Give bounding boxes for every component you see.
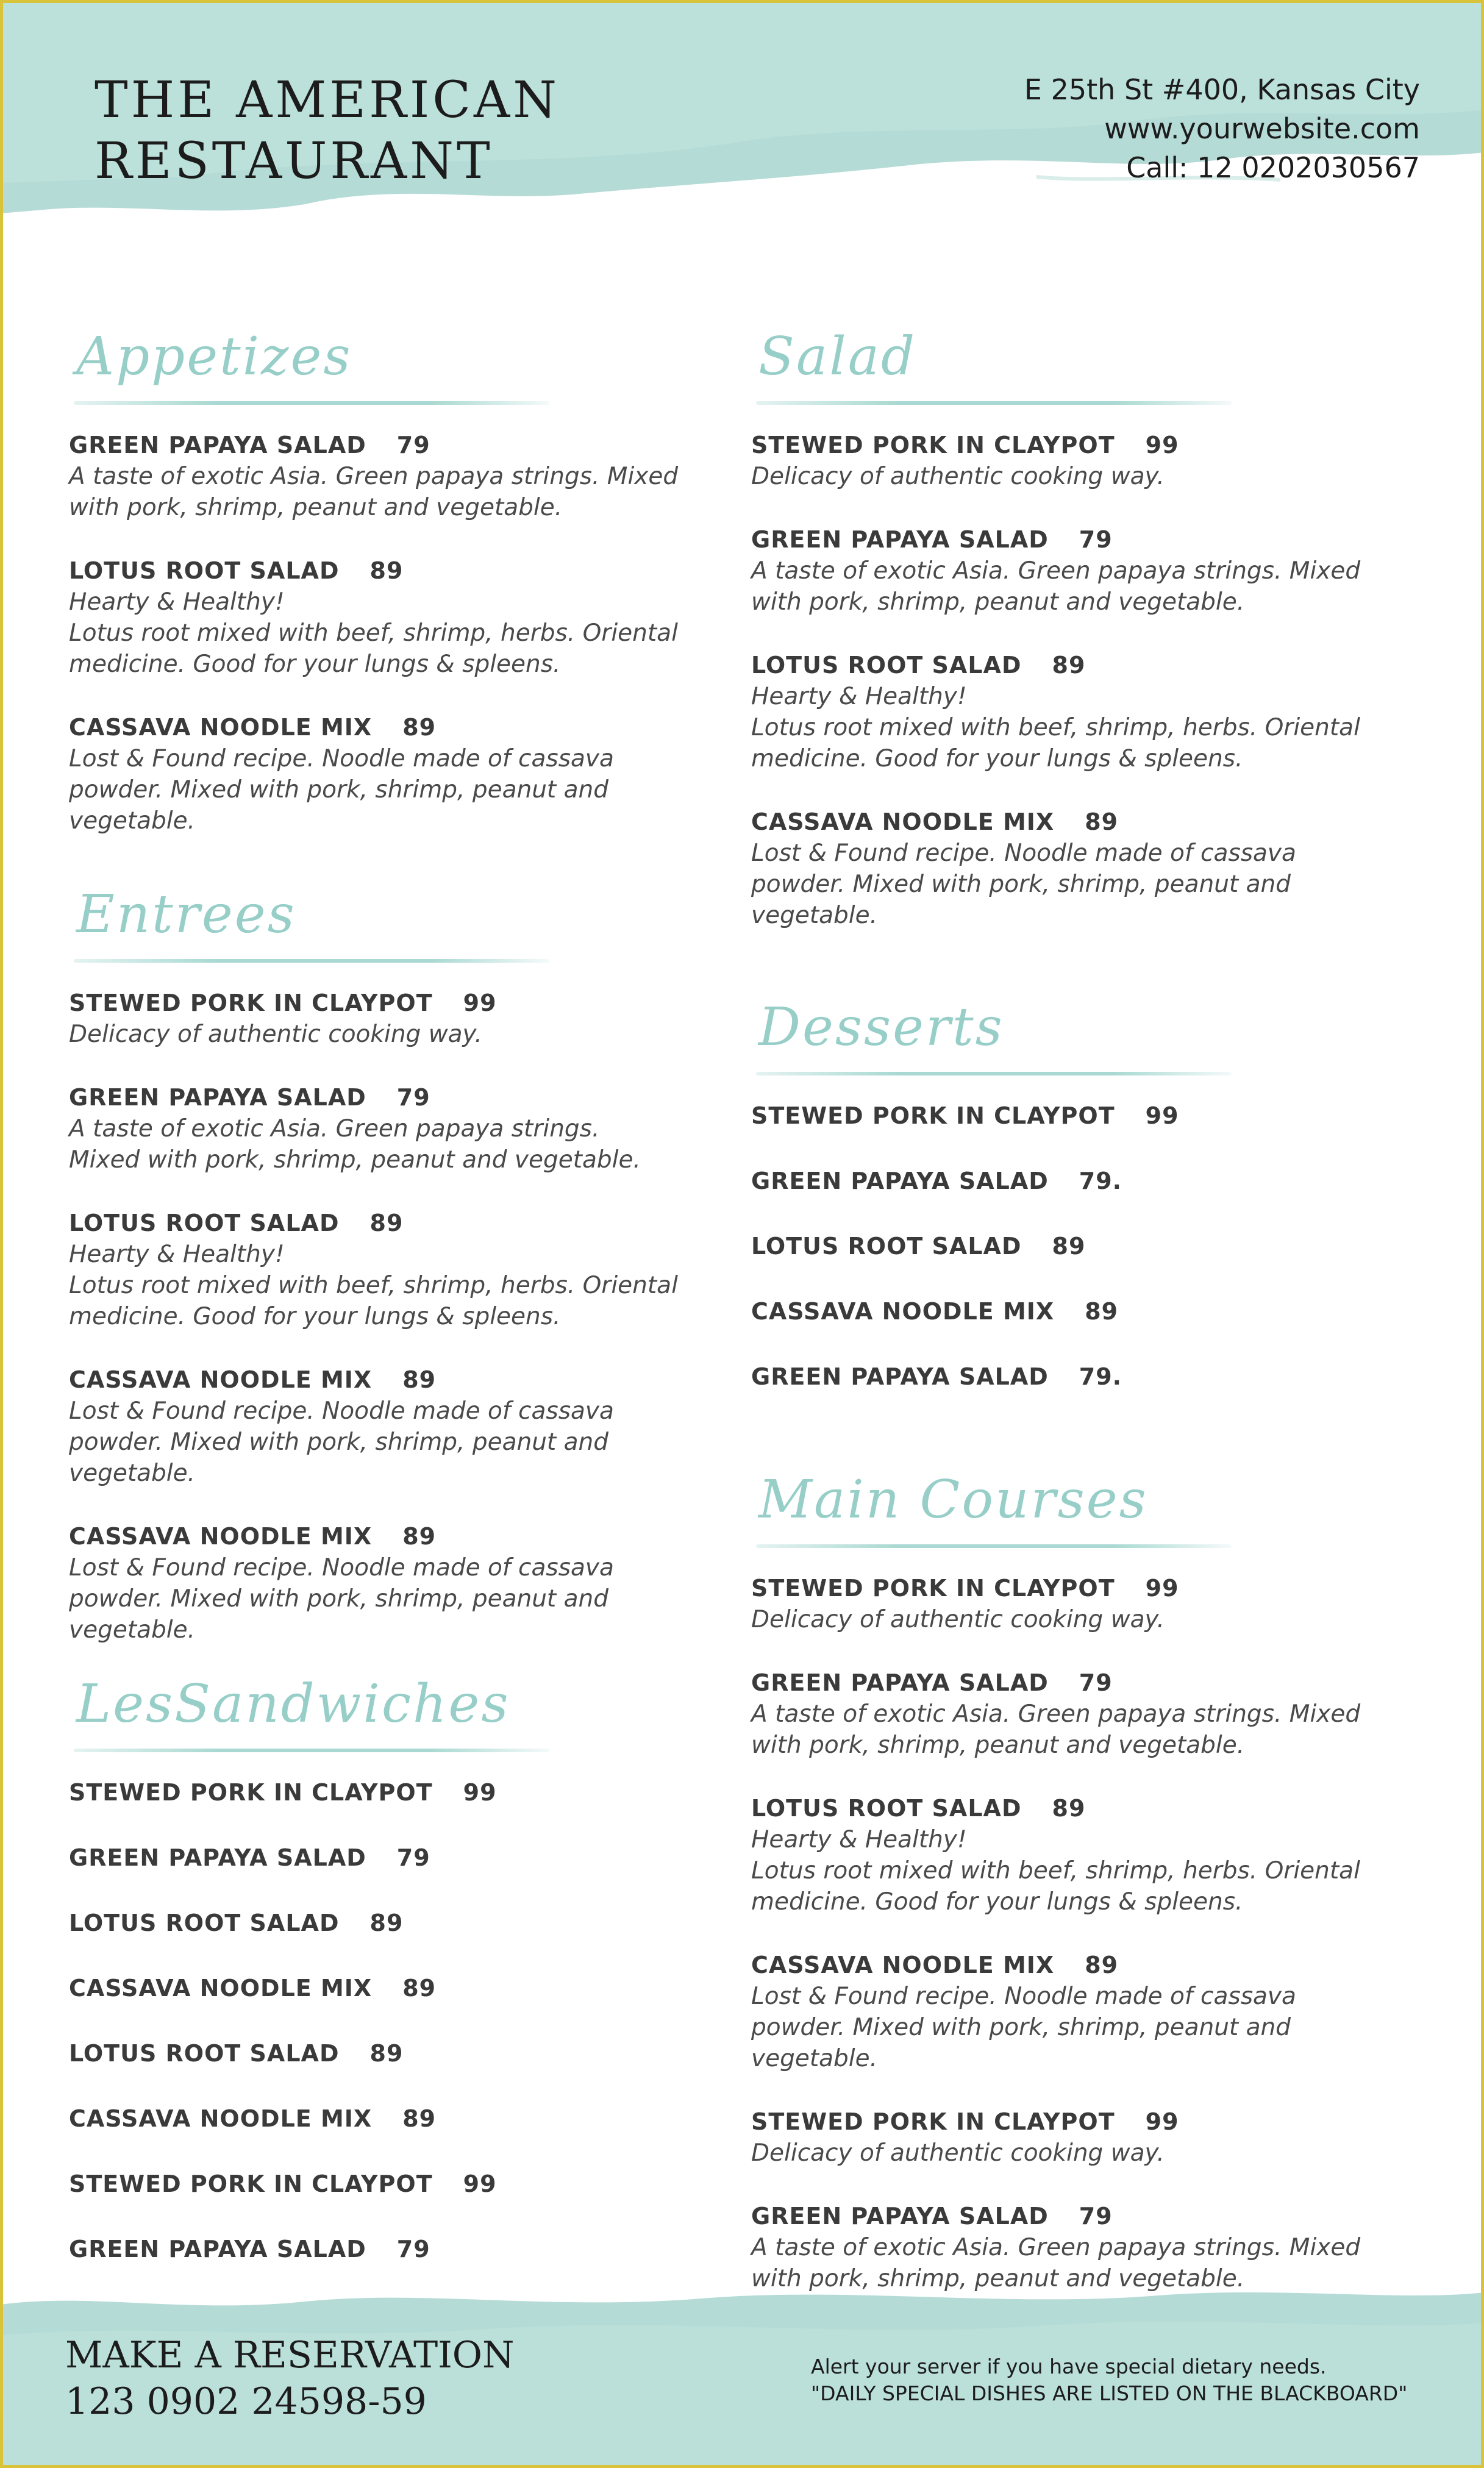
item-price: 89 bbox=[1085, 808, 1119, 835]
item-price: 79 bbox=[1079, 1669, 1113, 1696]
section-desserts bbox=[751, 994, 1385, 1426]
item-price: 89 bbox=[402, 1975, 437, 2002]
item-price: 99 bbox=[1145, 2108, 1179, 2135]
item-name: CASSAVA NOODLE MIX bbox=[69, 714, 373, 741]
section-heading: Entrees bbox=[76, 884, 296, 945]
section-salad bbox=[751, 323, 1385, 963]
item-price: 79 bbox=[396, 432, 430, 458]
menu-item bbox=[69, 1842, 703, 1874]
reservation-label: MAKE A RESERVATION bbox=[65, 2334, 515, 2377]
item-name: GREEN PAPAYA SALAD bbox=[69, 1084, 366, 1111]
menu-item bbox=[69, 1777, 703, 1808]
item-price: 99 bbox=[463, 1779, 497, 1806]
item-description: Delicacy of authentic cooking way. bbox=[751, 2139, 1165, 2167]
menu-item bbox=[751, 1296, 1385, 1327]
item-name: LOTUS ROOT SALAD bbox=[69, 2040, 340, 2067]
item-description: Delicacy of authentic cooking way. bbox=[69, 1021, 482, 1048]
menu-item bbox=[751, 524, 1385, 618]
item-price: 79 bbox=[1079, 526, 1113, 553]
menu-item bbox=[69, 1207, 703, 1332]
item-price: 89 bbox=[402, 2105, 437, 2132]
heading-divider bbox=[756, 401, 1232, 405]
section-heading: LesSandwiches bbox=[76, 1674, 510, 1735]
item-price: 89 bbox=[1052, 1233, 1086, 1260]
item-name: CASSAVA NOODLE MIX bbox=[751, 1952, 1055, 1978]
item-description: Lost & Found recipe. Noodle made of cassava powder. Mixed with pork, shrimp, peanut and vegetable. bbox=[69, 1554, 614, 1644]
item-price: 99 bbox=[1145, 1102, 1179, 1129]
item-name: CASSAVA NOODLE MIX bbox=[69, 1975, 373, 2002]
section-entrees bbox=[69, 881, 703, 1677]
restaurant-title bbox=[95, 70, 560, 192]
item-name: CASSAVA NOODLE MIX bbox=[751, 1298, 1055, 1325]
item-price: 79 bbox=[1079, 2203, 1113, 2230]
section-sandwiches bbox=[69, 1671, 703, 2299]
item-name: STEWED PORK IN CLAYPOT bbox=[751, 2108, 1115, 2135]
item-name: GREEN PAPAYA SALAD bbox=[69, 2236, 366, 2263]
menu-item bbox=[69, 1082, 703, 1175]
item-name: GREEN PAPAYA SALAD bbox=[751, 2203, 1049, 2230]
menu-item bbox=[751, 1230, 1385, 1262]
section-heading: Appetizes bbox=[76, 326, 352, 387]
item-name: STEWED PORK IN CLAYPOT bbox=[751, 1575, 1115, 1602]
item-description: Delicacy of authentic cooking way. bbox=[751, 1606, 1165, 1633]
item-price: 89 bbox=[369, 1210, 404, 1236]
menu-item bbox=[751, 1949, 1385, 2074]
menu-item bbox=[69, 2038, 703, 2069]
heading-divider bbox=[74, 959, 549, 963]
item-name: LOTUS ROOT SALAD bbox=[69, 557, 340, 584]
item-name: GREEN PAPAYA SALAD bbox=[751, 526, 1049, 553]
website-link[interactable]: www.yourwebsite.com bbox=[1104, 112, 1420, 145]
item-name: STEWED PORK IN CLAYPOT bbox=[751, 432, 1115, 458]
reservation-phone: 123 0902 24598-59 bbox=[65, 2380, 427, 2423]
item-price: 89 bbox=[1085, 1952, 1119, 1978]
item-name: GREEN PAPAYA SALAD bbox=[69, 1844, 366, 1871]
item-price: 89 bbox=[369, 557, 404, 584]
item-name: GREEN PAPAYA SALAD bbox=[751, 1168, 1049, 1194]
item-name: GREEN PAPAYA SALAD bbox=[69, 432, 366, 458]
item-price: 99 bbox=[463, 2170, 497, 2197]
menu-item bbox=[751, 2200, 1385, 2294]
item-name: STEWED PORK IN CLAYPOT bbox=[751, 1102, 1115, 1129]
menu-item bbox=[69, 2233, 703, 2265]
item-description: A taste of exotic Asia. Green papaya strings. Mixed with pork, shrimp, peanut and vegetable. bbox=[751, 557, 1361, 616]
item-price: 99 bbox=[463, 990, 497, 1016]
item-price: 89 bbox=[1085, 1298, 1119, 1325]
menu-item bbox=[69, 1521, 703, 1646]
item-name: LOTUS ROOT SALAD bbox=[751, 1233, 1022, 1260]
menu-item bbox=[69, 712, 703, 836]
item-name: STEWED PORK IN CLAYPOT bbox=[69, 990, 433, 1016]
menu-item bbox=[69, 429, 703, 523]
menu-item bbox=[751, 1100, 1385, 1132]
item-description: Lost & Found recipe. Noodle made of cassava powder. Mixed with pork, shrimp, peanut and vegetable. bbox=[751, 840, 1296, 929]
menu-item bbox=[751, 806, 1385, 931]
section-heading: Desserts bbox=[758, 997, 1004, 1058]
menu-item bbox=[751, 429, 1385, 492]
menu-item bbox=[751, 649, 1385, 774]
phone-number: Call: 12 0202030567 bbox=[1126, 151, 1420, 184]
section-appetizers bbox=[69, 323, 703, 868]
item-description: Lost & Found recipe. Noodle made of cassava powder. Mixed with pork, shrimp, peanut and vegetable. bbox=[751, 1983, 1296, 2072]
menu-item bbox=[69, 2168, 703, 2200]
item-price: 89 bbox=[1052, 1795, 1086, 1822]
daily-special-note: "DAILY SPECIAL DISHES ARE LISTED ON THE BLACKBOARD" bbox=[811, 2381, 1408, 2405]
item-description: Lost & Found recipe. Noodle made of cassava powder. Mixed with pork, shrimp, peanut and vegetable. bbox=[69, 745, 614, 835]
item-description: A taste of exotic Asia. Green papaya strings. Mixed with pork, shrimp, peanut and vegetable. bbox=[69, 463, 679, 521]
item-name: STEWED PORK IN CLAYPOT bbox=[69, 2170, 433, 2197]
menu-item bbox=[69, 2103, 703, 2135]
menu-item bbox=[69, 1364, 703, 1489]
restaurant-title-line1: THE AMERICAN bbox=[95, 71, 560, 129]
item-price: 79. bbox=[1079, 1168, 1122, 1194]
heading-divider bbox=[74, 1749, 549, 1752]
menu-item bbox=[69, 987, 703, 1050]
item-description: Hearty & Healthy! Lotus root mixed with beef, shrimp, herbs. Oriental medicine. Good for your lungs & spleens. bbox=[751, 683, 1360, 772]
item-description: A taste of exotic Asia. Green papaya strings. Mixed with pork, shrimp, peanut and vegetable. bbox=[69, 1115, 641, 1174]
item-price: 79 bbox=[396, 1844, 430, 1871]
menu-item bbox=[751, 1792, 1385, 1917]
dietary-note: Alert your server if you have special dietary needs. bbox=[811, 2355, 1327, 2378]
item-price: 89 bbox=[402, 1366, 437, 1393]
menu-item bbox=[751, 1361, 1385, 1393]
item-name: GREEN PAPAYA SALAD bbox=[751, 1669, 1049, 1696]
menu-item bbox=[69, 555, 703, 680]
item-name: LOTUS ROOT SALAD bbox=[751, 652, 1022, 679]
item-description: Hearty & Healthy! Lotus root mixed with beef, shrimp, herbs. Oriental medicine. Good for your lungs & spleens. bbox=[69, 1241, 678, 1330]
item-price: 89 bbox=[402, 714, 437, 741]
item-name: STEWED PORK IN CLAYPOT bbox=[69, 1779, 433, 1806]
item-price: 99 bbox=[1145, 432, 1179, 458]
item-description: A taste of exotic Asia. Green papaya strings. Mixed with pork, shrimp, peanut and vegetable. bbox=[751, 1700, 1361, 1759]
heading-divider bbox=[756, 1544, 1232, 1548]
reservation-block bbox=[65, 2332, 515, 2425]
item-description: Hearty & Healthy! Lotus root mixed with beef, shrimp, herbs. Oriental medicine. Good for your lungs & spleens. bbox=[751, 1826, 1360, 1916]
item-name: LOTUS ROOT SALAD bbox=[69, 1910, 340, 1936]
item-description: A taste of exotic Asia. Green papaya strings. Mixed with pork, shrimp, peanut and vegetable. bbox=[751, 2234, 1361, 2292]
item-name: CASSAVA NOODLE MIX bbox=[69, 1366, 373, 1393]
item-price: 89 bbox=[369, 2040, 404, 2067]
item-name: CASSAVA NOODLE MIX bbox=[751, 808, 1055, 835]
section-main-courses bbox=[751, 1466, 1385, 2326]
address: E 25th St #400, Kansas City bbox=[1024, 73, 1420, 106]
item-name: LOTUS ROOT SALAD bbox=[751, 1795, 1022, 1822]
restaurant-title-line2: RESTAURANT bbox=[95, 132, 493, 190]
item-name: LOTUS ROOT SALAD bbox=[69, 1210, 340, 1236]
item-name: CASSAVA NOODLE MIX bbox=[69, 2105, 373, 2132]
item-price: 79 bbox=[396, 1084, 430, 1111]
section-heading: Salad bbox=[758, 326, 917, 387]
section-heading: Main Courses bbox=[758, 1469, 1148, 1530]
item-price: 89 bbox=[1052, 652, 1086, 679]
item-price: 89 bbox=[369, 1910, 404, 1936]
item-name: CASSAVA NOODLE MIX bbox=[69, 1523, 373, 1550]
heading-divider bbox=[756, 1072, 1232, 1075]
contact-info bbox=[1024, 70, 1420, 187]
item-price: 99 bbox=[1145, 1575, 1179, 1602]
item-description: Lost & Found recipe. Noodle made of cassava powder. Mixed with pork, shrimp, peanut and vegetable. bbox=[69, 1397, 614, 1487]
menu-item bbox=[69, 1907, 703, 1939]
footer-notes bbox=[811, 2353, 1407, 2407]
menu-item bbox=[751, 1165, 1385, 1197]
menu-item bbox=[69, 1972, 703, 2004]
item-price: 89 bbox=[402, 1523, 437, 1550]
menu-item bbox=[751, 1667, 1385, 1761]
item-price: 79 bbox=[396, 2236, 430, 2263]
item-price: 79. bbox=[1079, 1363, 1122, 1390]
menu-item bbox=[751, 2106, 1385, 2169]
heading-divider bbox=[74, 401, 549, 405]
item-description: Delicacy of authentic cooking way. bbox=[751, 463, 1165, 490]
menu-item bbox=[751, 1572, 1385, 1635]
item-name: GREEN PAPAYA SALAD bbox=[751, 1363, 1049, 1390]
item-description: Hearty & Healthy! Lotus root mixed with beef, shrimp, herbs. Oriental medicine. Good for your lungs & spleens. bbox=[69, 588, 678, 678]
